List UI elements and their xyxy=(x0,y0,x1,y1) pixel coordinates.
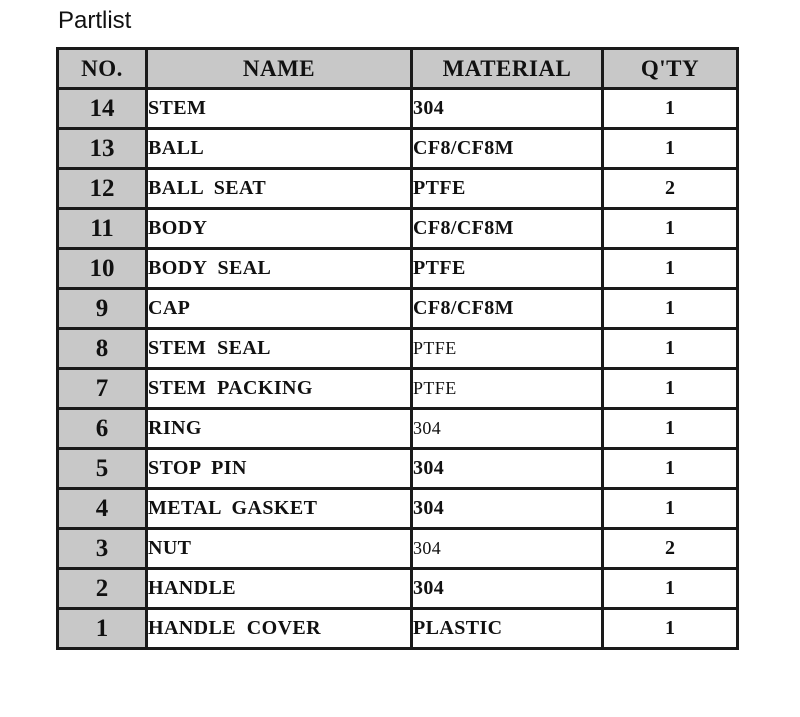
part-material: 304 xyxy=(412,449,603,489)
part-material: PLASTIC xyxy=(412,609,603,649)
part-qty: 2 xyxy=(603,529,738,569)
header-qty: Q'TY xyxy=(603,49,738,89)
part-qty: 1 xyxy=(603,569,738,609)
table-row xyxy=(58,89,738,129)
table-row xyxy=(58,529,738,569)
part-qty: 1 xyxy=(603,609,738,649)
part-name: BALL xyxy=(147,129,412,169)
part-material: PTFE xyxy=(412,169,603,209)
part-name: NUT xyxy=(147,529,412,569)
part-material: CF8/CF8M xyxy=(412,289,603,329)
part-name: CAP xyxy=(147,289,412,329)
part-name: HANDLE COVER xyxy=(147,609,412,649)
part-number: 12 xyxy=(58,169,147,209)
page-title: Partlist xyxy=(58,7,132,34)
table-row xyxy=(58,209,738,249)
table-row xyxy=(58,329,738,369)
part-number: 8 xyxy=(58,329,147,369)
header-name: NAME xyxy=(147,49,412,89)
parts-table xyxy=(56,47,739,650)
part-number: 2 xyxy=(58,569,147,609)
table-row xyxy=(58,129,738,169)
part-name: STOP PIN xyxy=(147,449,412,489)
part-material: PTFE xyxy=(412,329,603,369)
part-qty: 1 xyxy=(603,489,738,529)
part-qty: 1 xyxy=(603,449,738,489)
part-name: BODY xyxy=(147,209,412,249)
part-number: 7 xyxy=(58,369,147,409)
part-name: STEM SEAL xyxy=(147,329,412,369)
part-qty: 1 xyxy=(603,129,738,169)
part-qty: 1 xyxy=(603,289,738,329)
table-row xyxy=(58,249,738,289)
part-material: CF8/CF8M xyxy=(412,209,603,249)
part-material: 304 xyxy=(412,409,603,449)
table-row xyxy=(58,449,738,489)
header-row xyxy=(58,49,738,89)
part-name: BODY SEAL xyxy=(147,249,412,289)
part-material: 304 xyxy=(412,489,603,529)
part-material: PTFE xyxy=(412,369,603,409)
part-name: METAL GASKET xyxy=(147,489,412,529)
part-qty: 1 xyxy=(603,329,738,369)
part-material: 304 xyxy=(412,529,603,569)
part-number: 11 xyxy=(58,209,147,249)
table-row xyxy=(58,169,738,209)
part-name: STEM PACKING xyxy=(147,369,412,409)
header-material: MATERIAL xyxy=(412,49,603,89)
part-number: 4 xyxy=(58,489,147,529)
part-qty: 2 xyxy=(603,169,738,209)
part-number: 5 xyxy=(58,449,147,489)
part-number: 9 xyxy=(58,289,147,329)
part-qty: 1 xyxy=(603,209,738,249)
table-row xyxy=(58,569,738,609)
part-number: 13 xyxy=(58,129,147,169)
part-number: 1 xyxy=(58,609,147,649)
part-qty: 1 xyxy=(603,369,738,409)
part-number: 14 xyxy=(58,89,147,129)
part-name: RING xyxy=(147,409,412,449)
part-name: HANDLE xyxy=(147,569,412,609)
part-name: BALL SEAT xyxy=(147,169,412,209)
part-material: PTFE xyxy=(412,249,603,289)
part-material: CF8/CF8M xyxy=(412,129,603,169)
table-row xyxy=(58,609,738,649)
part-qty: 1 xyxy=(603,249,738,289)
part-qty: 1 xyxy=(603,89,738,129)
part-number: 3 xyxy=(58,529,147,569)
header-no: NO. xyxy=(58,49,147,89)
table-row xyxy=(58,369,738,409)
table-row xyxy=(58,409,738,449)
part-material: 304 xyxy=(412,569,603,609)
table-row xyxy=(58,289,738,329)
part-number: 10 xyxy=(58,249,147,289)
part-material: 304 xyxy=(412,89,603,129)
table-row xyxy=(58,489,738,529)
part-name: STEM xyxy=(147,89,412,129)
part-number: 6 xyxy=(58,409,147,449)
part-qty: 1 xyxy=(603,409,738,449)
